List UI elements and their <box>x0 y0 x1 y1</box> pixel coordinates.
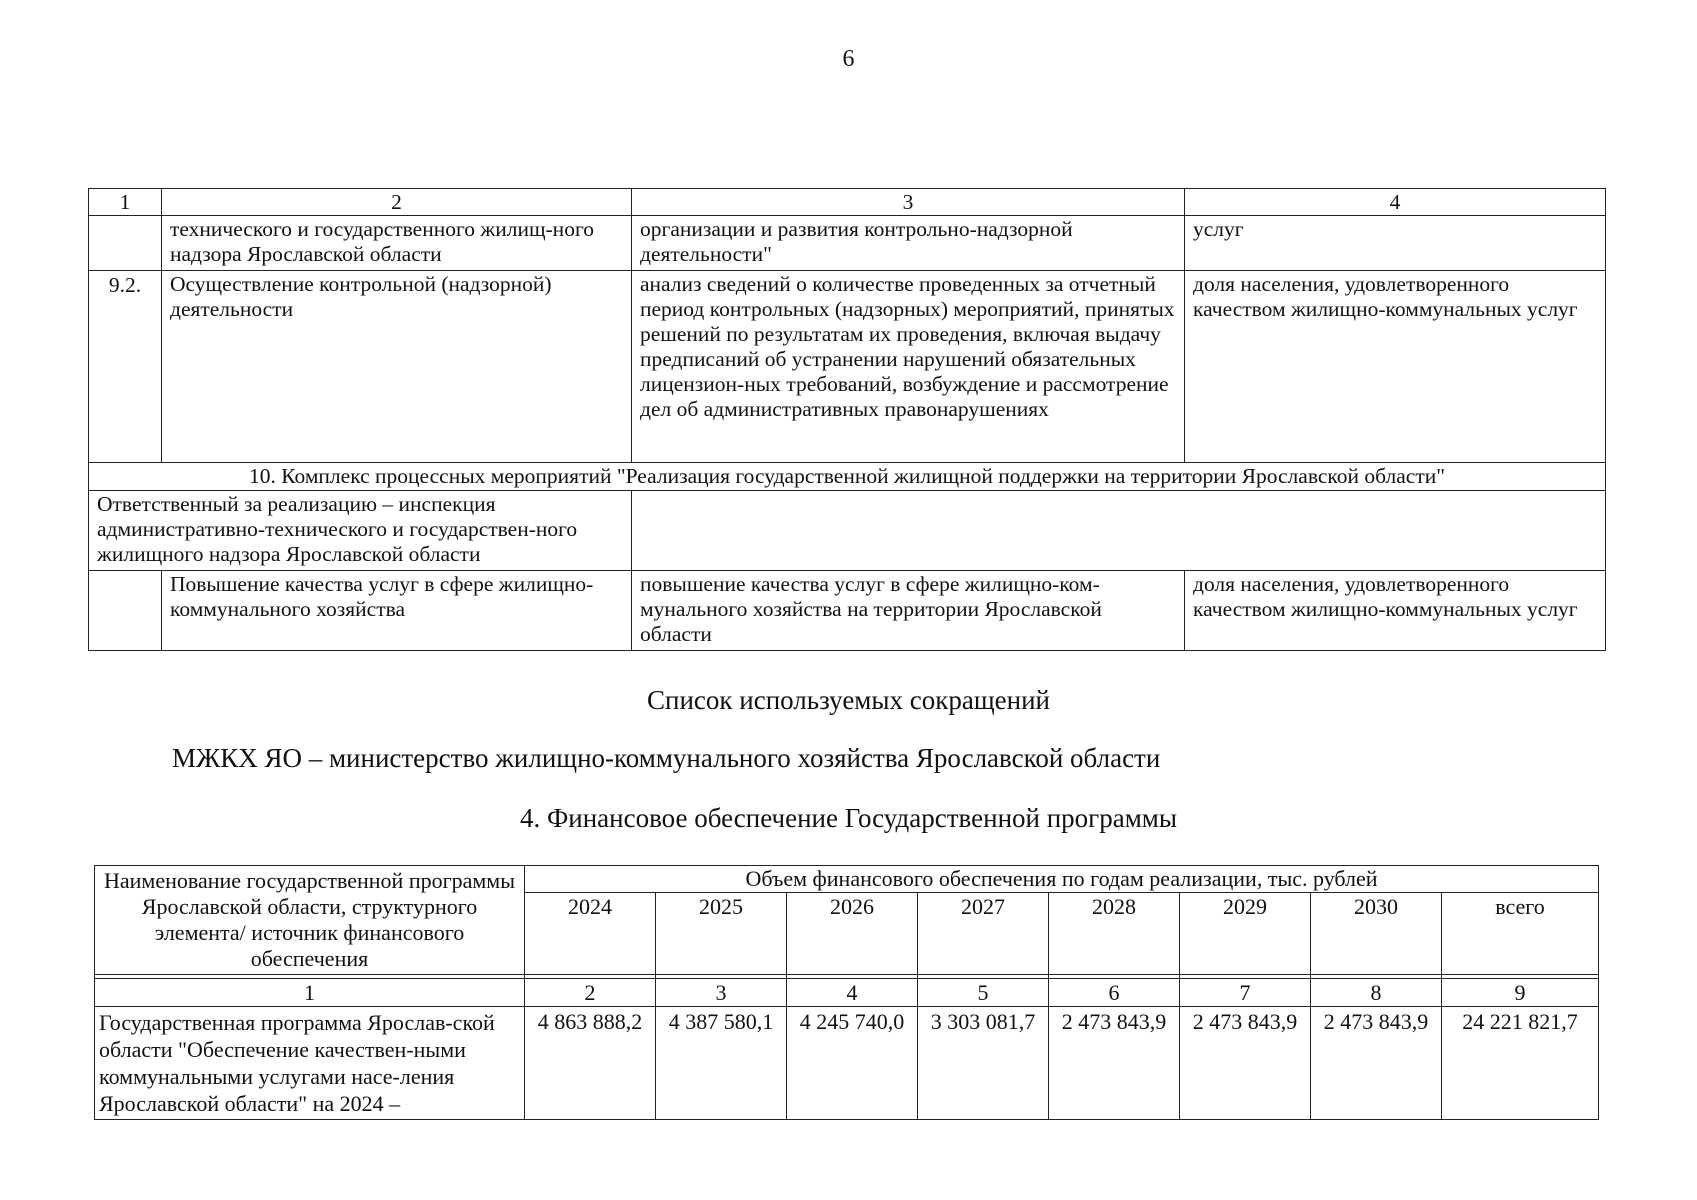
column-number: 2 <box>525 979 656 1007</box>
value-cell: 4 387 580,1 <box>656 1007 787 1120</box>
column-number: 3 <box>656 979 787 1007</box>
column-number-row <box>95 979 1599 1007</box>
year-cell: 2030 <box>1311 893 1442 975</box>
table-row <box>89 571 1606 651</box>
section-row <box>89 463 1606 491</box>
header-cell: 2 <box>162 189 632 216</box>
finance-table <box>94 865 1599 1120</box>
table-header-row <box>89 189 1606 216</box>
year-cell: 2029 <box>1180 893 1311 975</box>
value-cell: 2 473 843,9 <box>1180 1007 1311 1120</box>
measure-description: повышение качества услуг в сфере жилищно-ком-мунального хозяйства на территории Ярославской области <box>632 571 1185 651</box>
column-number: 9 <box>1442 979 1599 1007</box>
measure-indicator: доля населения, удовлетворенного качеством жилищно-коммунальных услуг <box>1185 271 1606 463</box>
column-number: 4 <box>787 979 918 1007</box>
measure-description: анализ сведений о количестве проведенных за отчетный период контрольных (надзорных) мероприятий, принятых решений по результатам их проведения, включая выдачу предписаний об устранении нарушений обязательных лицензион-ных требований, возбуждение и рассмотрение дел об административных правонарушениях <box>632 271 1185 463</box>
column-number: 6 <box>1049 979 1180 1007</box>
year-cell: 2026 <box>787 893 918 975</box>
value-cell: 3 303 081,7 <box>918 1007 1049 1120</box>
name-header: Наименование государственной программы Ярославской области, структурного элемента/ источник финансового обеспечения <box>95 866 525 975</box>
volume-header: Объем финансового обеспечения по годам реализации, тыс. рублей <box>525 866 1599 893</box>
empty-cell <box>632 491 1606 571</box>
value-cell: 4 245 740,0 <box>787 1007 918 1120</box>
program-row <box>95 1007 1599 1120</box>
year-cell: 2024 <box>525 893 656 975</box>
measure-indicator: доля населения, удовлетворенного качеством жилищно-коммунальных услуг <box>1185 571 1606 651</box>
measure-name: Повышение качества услуг в сфере жилищно-коммунального хозяйства <box>162 571 632 651</box>
row-number <box>89 571 162 651</box>
responsible-row <box>89 491 1606 571</box>
header-cell: 3 <box>632 189 1185 216</box>
column-number: 1 <box>95 979 525 1007</box>
finance-header-row <box>95 866 1599 893</box>
header-cell: 1 <box>89 189 162 216</box>
section-title: 10. Комплекс процессных мероприятий "Реализация государственной жилищной поддержки на территории Ярославской области" <box>89 463 1606 491</box>
table-row <box>89 216 1606 271</box>
page-number: 6 <box>842 46 855 72</box>
total-value-cell: 24 221 821,7 <box>1442 1007 1599 1120</box>
value-cell: 2 473 843,9 <box>1311 1007 1442 1120</box>
abbreviation-entry: МЖКХ ЯО – министерство жилищно-коммунального хозяйства Ярославской области <box>172 743 1161 773</box>
column-number: 5 <box>918 979 1049 1007</box>
value-cell: 2 473 843,9 <box>1049 1007 1180 1120</box>
measure-name: Осуществление контрольной (надзорной) деятельности <box>162 271 632 463</box>
value-cell: 4 863 888,2 <box>525 1007 656 1120</box>
total-cell: всего <box>1442 893 1599 975</box>
column-number: 7 <box>1180 979 1311 1007</box>
year-cell: 2028 <box>1049 893 1180 975</box>
year-cell: 2027 <box>918 893 1049 975</box>
responsible-text: Ответственный за реализацию – инспекция административно-технического и государствен-ного жилищного надзора Ярославской области <box>89 491 632 571</box>
program-name: Государственная программа Ярослав-ской области "Обеспечение качествен-ными коммунальными услугами насе-ления Ярославской области" на 2024 – <box>95 1007 525 1120</box>
column-number: 8 <box>1311 979 1442 1007</box>
measure-description: организации и развития контрольно-надзорной деятельности" <box>632 216 1185 271</box>
measure-indicator: услуг <box>1185 216 1606 271</box>
finance-heading: 4. Финансовое обеспечение Государственной программы <box>519 803 1178 833</box>
header-cell: 4 <box>1185 189 1606 216</box>
table-row <box>89 271 1606 463</box>
measures-table <box>88 188 1606 651</box>
abbreviations-heading: Список используемых сокращений <box>647 685 1050 715</box>
measure-name: технического и государственного жилищ-ного надзора Ярославской области <box>162 216 632 271</box>
row-number: 9.2. <box>89 271 162 463</box>
year-cell: 2025 <box>656 893 787 975</box>
row-number <box>89 216 162 271</box>
